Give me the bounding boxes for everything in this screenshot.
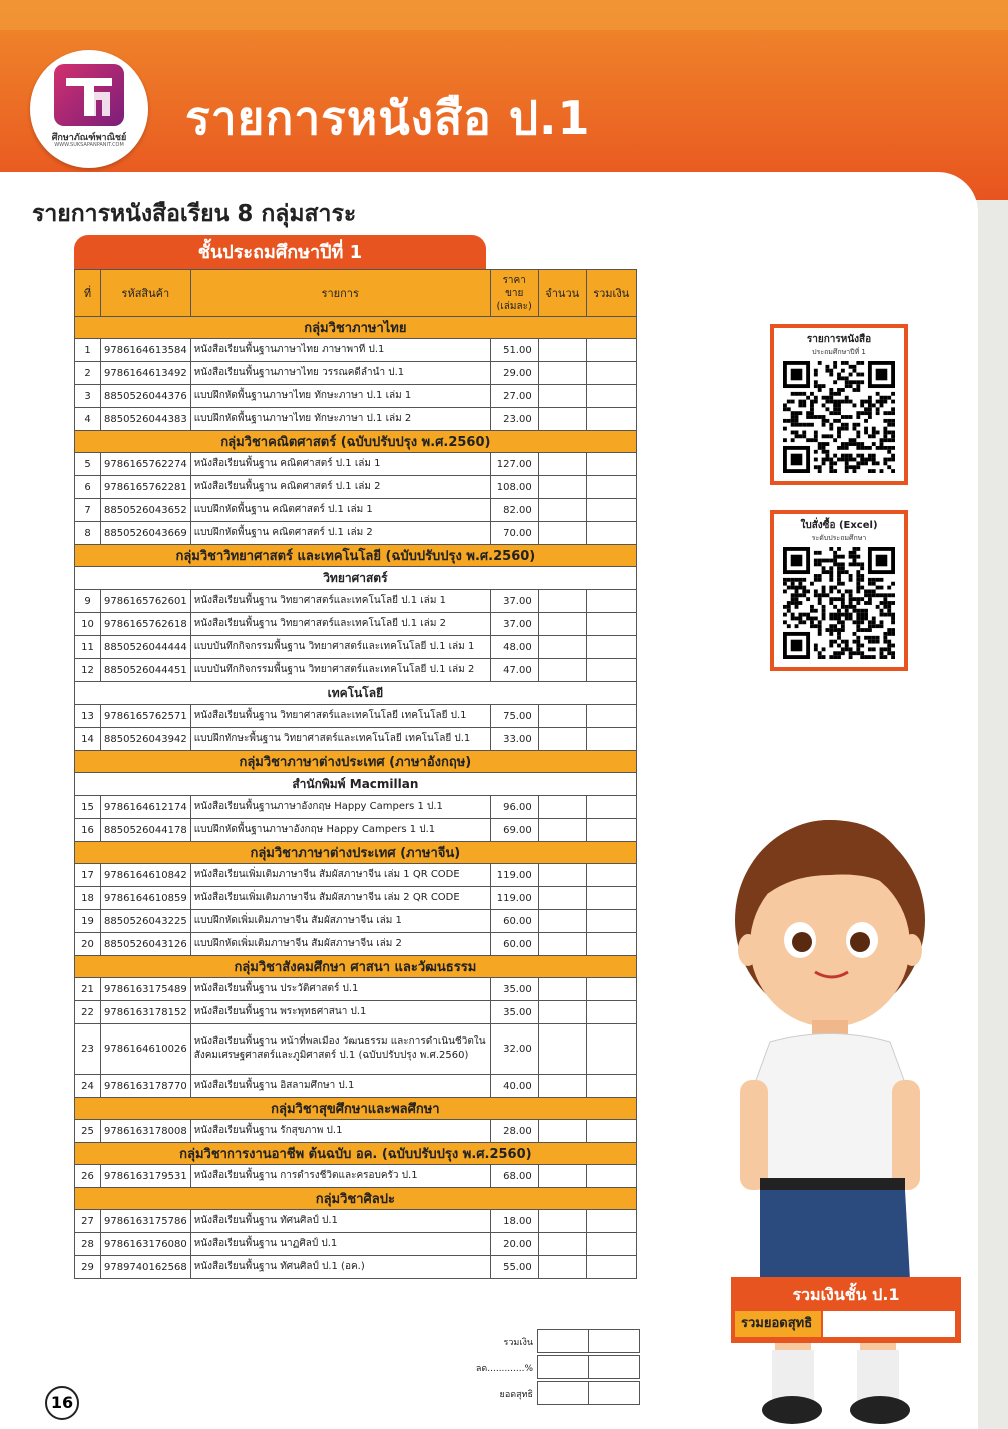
item-name: หนังสือเรียนพื้นฐาน วิทยาศาสตร์และเทคโนโลยี ป.1 เล่ม 2 — [190, 613, 490, 636]
item-no: 16 — [75, 819, 101, 842]
total-field[interactable] — [586, 910, 636, 933]
item-price: 33.00 — [490, 728, 538, 751]
item-no: 2 — [75, 362, 101, 385]
item-name: หนังสือเรียนเพิ่มเติมภาษาจีน สัมผัสภาษาจีน เล่ม 1 QR CODE — [190, 864, 490, 887]
subtotal-row — [495, 1329, 641, 1353]
total-field[interactable] — [586, 1233, 636, 1256]
table-row — [75, 613, 637, 636]
subtotal-field[interactable] — [588, 1329, 640, 1353]
total-field[interactable] — [586, 408, 636, 431]
total-field[interactable] — [586, 1075, 636, 1098]
qty-field[interactable] — [538, 978, 586, 1001]
item-name: หนังสือเรียนพื้นฐาน พระพุทธศาสนา ป.1 — [190, 1001, 490, 1024]
section-subtitle: รายการหนังสือเรียน 8 กลุ่มสาระ — [32, 201, 357, 227]
table-row — [75, 1024, 637, 1075]
item-name: หนังสือเรียนพื้นฐาน คณิตศาสตร์ ป.1 เล่ม 1 — [190, 453, 490, 476]
table-row — [75, 476, 637, 499]
item-code: 9786163178008 — [101, 1120, 191, 1143]
item-no: 20 — [75, 933, 101, 956]
item-price: 29.00 — [490, 362, 538, 385]
total-field[interactable] — [586, 978, 636, 1001]
table-row — [75, 590, 637, 613]
total-field[interactable] — [586, 522, 636, 545]
net-row — [495, 1381, 641, 1405]
item-no: 1 — [75, 339, 101, 362]
item-price: 18.00 — [490, 1210, 538, 1233]
item-name: หนังสือเรียนพื้นฐาน วิทยาศาสตร์และเทคโนโลยี ป.1 เล่ม 1 — [190, 590, 490, 613]
item-price: 48.00 — [490, 636, 538, 659]
category-title: กลุ่มวิชาภาษาไทย — [75, 317, 637, 339]
qty-field[interactable] — [538, 728, 586, 751]
category-title: กลุ่มวิชาสุขศึกษาและพลศึกษา — [75, 1098, 637, 1120]
category-title: กลุ่มวิชาภาษาต่างประเทศ (ภาษาอังกฤษ) — [75, 751, 637, 773]
item-no: 13 — [75, 705, 101, 728]
item-no: 22 — [75, 1001, 101, 1024]
item-price: 119.00 — [490, 887, 538, 910]
item-name: แบบฝึกหัดพื้นฐานภาษาอังกฤษ Happy Campers 1 ป.1 — [190, 819, 490, 842]
category-title: กลุ่มวิชาสังคมศึกษา ศาสนา และวัฒนธรรม — [75, 956, 637, 978]
table-row — [75, 933, 637, 956]
qty-field[interactable] — [538, 613, 586, 636]
item-code: 9786163178770 — [101, 1075, 191, 1098]
subcategory-title: เทคโนโลยี — [75, 682, 637, 705]
table-row — [75, 864, 637, 887]
qty-field[interactable] — [538, 453, 586, 476]
item-code: 9786165762601 — [101, 590, 191, 613]
item-price: 68.00 — [490, 1165, 538, 1188]
table-row — [75, 910, 637, 933]
item-code: 8850526044451 — [101, 659, 191, 682]
total-field[interactable] — [586, 933, 636, 956]
item-code: 9786164610026 — [101, 1024, 191, 1075]
table-row — [75, 499, 637, 522]
item-no: 14 — [75, 728, 101, 751]
item-code: 9786164613492 — [101, 362, 191, 385]
item-code: 9786164613584 — [101, 339, 191, 362]
subtotal-label: รวมเงิน — [503, 1338, 533, 1348]
item-code: 8850526043942 — [101, 728, 191, 751]
item-code: 9786163176080 — [101, 1233, 191, 1256]
table-row — [75, 408, 637, 431]
qty-field[interactable] — [538, 796, 586, 819]
table-row — [75, 978, 637, 1001]
net-total-label: รวมยอดสุทธิ — [735, 1311, 821, 1337]
item-code: 8850526044376 — [101, 385, 191, 408]
category-row — [75, 317, 637, 339]
item-no: 12 — [75, 659, 101, 682]
item-price: 55.00 — [490, 1256, 538, 1279]
item-code: 9786163175786 — [101, 1210, 191, 1233]
net-field[interactable] — [588, 1381, 640, 1405]
subcategory-row — [75, 682, 637, 705]
qty-field[interactable] — [538, 476, 586, 499]
item-name: หนังสือเรียนพื้นฐานภาษาอังกฤษ Happy Campers 1 ป.1 — [190, 796, 490, 819]
item-price: 60.00 — [490, 933, 538, 956]
item-no: 25 — [75, 1120, 101, 1143]
category-title: กลุ่มวิชาคณิตศาสตร์ (ฉบับปรับปรุง พ.ศ.2560) — [75, 431, 637, 453]
item-price: 37.00 — [490, 590, 538, 613]
item-price: 119.00 — [490, 864, 538, 887]
item-code: 9786165762281 — [101, 476, 191, 499]
qty-field[interactable] — [538, 887, 586, 910]
item-code: 8850526044178 — [101, 819, 191, 842]
item-price: 20.00 — [490, 1233, 538, 1256]
qty-field[interactable] — [538, 933, 586, 956]
item-price: 47.00 — [490, 659, 538, 682]
item-price: 37.00 — [490, 613, 538, 636]
item-price: 82.00 — [490, 499, 538, 522]
qty-field[interactable] — [538, 499, 586, 522]
category-row — [75, 1143, 637, 1165]
item-no: 9 — [75, 590, 101, 613]
item-code: 9789740162568 — [101, 1256, 191, 1279]
qty-field[interactable] — [538, 408, 586, 431]
qr-sub: ประถมศึกษาปีที่ 1 — [812, 348, 866, 356]
qty-field[interactable] — [538, 1210, 586, 1233]
item-name: แบบฝึกทักษะพื้นฐาน วิทยาศาสตร์และเทคโนโลยี เทคโนโลยี ป.1 — [190, 728, 490, 751]
item-code: 9786164610842 — [101, 864, 191, 887]
total-field[interactable] — [586, 728, 636, 751]
grade-tab: ชั้นประถมศึกษาปีที่ 1 — [74, 235, 486, 271]
total-field[interactable] — [586, 453, 636, 476]
category-row — [75, 842, 637, 864]
page-title: รายการหนังสือ ป.1 — [185, 91, 591, 145]
qty-field[interactable] — [538, 1001, 586, 1024]
qty-field[interactable] — [538, 362, 586, 385]
item-price: 60.00 — [490, 910, 538, 933]
table-row — [75, 636, 637, 659]
item-no: 5 — [75, 453, 101, 476]
qr-code-icon — [780, 547, 898, 659]
item-code: 9786164612174 — [101, 796, 191, 819]
item-name: หนังสือเรียนเพิ่มเติมภาษาจีน สัมผัสภาษาจีน เล่ม 2 QR CODE — [190, 887, 490, 910]
item-price: 108.00 — [490, 476, 538, 499]
qty-field[interactable] — [538, 522, 586, 545]
header-no: ที่ — [75, 270, 101, 317]
item-name: แบบบันทึกกิจกรรมพื้นฐาน วิทยาศาสตร์และเทคโนโลยี ป.1 เล่ม 2 — [190, 659, 490, 682]
item-name: หนังสือเรียนพื้นฐาน ทัศนศิลป์ ป.1 — [190, 1210, 490, 1233]
item-no: 8 — [75, 522, 101, 545]
item-code: 8850526044383 — [101, 408, 191, 431]
header-total: รวมเงิน — [586, 270, 636, 317]
qty-field[interactable] — [538, 659, 586, 682]
item-name: หนังสือเรียนพื้นฐาน อิสลามศึกษา ป.1 — [190, 1075, 490, 1098]
item-code: 9786163178152 — [101, 1001, 191, 1024]
table-row — [75, 1075, 637, 1098]
item-code: 8850526044444 — [101, 636, 191, 659]
total-field[interactable] — [586, 1001, 636, 1024]
page-number: 16 — [45, 1386, 79, 1420]
table-row — [75, 385, 637, 408]
item-name: หนังสือเรียนพื้นฐาน วิทยาศาสตร์และเทคโนโลยี เทคโนโลยี ป.1 — [190, 705, 490, 728]
table-row — [75, 1256, 637, 1279]
category-title: กลุ่มวิชาศิลปะ — [75, 1188, 637, 1210]
discount-field[interactable] — [588, 1355, 640, 1379]
qty-field[interactable] — [538, 1024, 586, 1075]
total-field[interactable] — [586, 499, 636, 522]
item-no: 24 — [75, 1075, 101, 1098]
header-name: รายการ — [190, 270, 490, 317]
qty-field[interactable] — [538, 590, 586, 613]
item-name: แบบบันทึกกิจกรรมพื้นฐาน วิทยาศาสตร์และเทคโนโลยี ป.1 เล่ม 1 — [190, 636, 490, 659]
item-name: หนังสือเรียนพื้นฐาน นาฏศิลป์ ป.1 — [190, 1233, 490, 1256]
logo-mark-icon — [54, 64, 124, 126]
table-header-row — [75, 270, 637, 317]
item-no: 26 — [75, 1165, 101, 1188]
item-code: 9786165762618 — [101, 613, 191, 636]
category-row — [75, 431, 637, 453]
logo-name: ศึกษาภัณฑ์พาณิชย์ — [51, 133, 127, 143]
item-no: 18 — [75, 887, 101, 910]
table-row — [75, 339, 637, 362]
subcategory-title: สำนักพิมพ์ Macmillan — [75, 773, 637, 796]
item-no: 19 — [75, 910, 101, 933]
item-code: 8850526043669 — [101, 522, 191, 545]
item-no: 6 — [75, 476, 101, 499]
logo-url: WWW.SUKSAPANPANIT.COM — [54, 142, 124, 148]
item-code: 9786164610859 — [101, 887, 191, 910]
item-price: 51.00 — [490, 339, 538, 362]
table-row — [75, 362, 637, 385]
qty-field[interactable] — [538, 1165, 586, 1188]
item-code: 8850526043652 — [101, 499, 191, 522]
table-row — [75, 522, 637, 545]
item-price: 70.00 — [490, 522, 538, 545]
item-price: 127.00 — [490, 453, 538, 476]
total-field[interactable] — [586, 476, 636, 499]
net-label: ยอดสุทธิ — [499, 1390, 533, 1400]
total-field[interactable] — [586, 613, 636, 636]
item-no: 15 — [75, 796, 101, 819]
book-list-table — [74, 269, 637, 1279]
total-field[interactable] — [586, 1210, 636, 1233]
total-field[interactable] — [586, 1256, 636, 1279]
total-field[interactable] — [586, 796, 636, 819]
qty-field[interactable] — [538, 385, 586, 408]
total-field[interactable] — [586, 705, 636, 728]
net-qty-field[interactable] — [537, 1381, 589, 1405]
qr-code-icon — [780, 361, 898, 473]
item-name: แบบฝึกหัดเพิ่มเติมภาษาจีน สัมผัสภาษาจีน เล่ม 1 — [190, 910, 490, 933]
item-no: 29 — [75, 1256, 101, 1279]
category-title: กลุ่มวิชาภาษาต่างประเทศ (ภาษาจีน) — [75, 842, 637, 864]
item-price: 69.00 — [490, 819, 538, 842]
table-row — [75, 1210, 637, 1233]
item-no: 28 — [75, 1233, 101, 1256]
total-field[interactable] — [586, 385, 636, 408]
table-row — [75, 1165, 637, 1188]
net-total-field[interactable] — [823, 1311, 955, 1337]
subcategory-row — [75, 567, 637, 590]
item-name: หนังสือเรียนพื้นฐาน ประวัติศาสตร์ ป.1 — [190, 978, 490, 1001]
subcategory-title: วิทยาศาสตร์ — [75, 567, 637, 590]
total-field[interactable] — [586, 887, 636, 910]
category-row — [75, 545, 637, 567]
total-field[interactable] — [586, 1024, 636, 1075]
qty-field[interactable] — [538, 1233, 586, 1256]
item-no: 10 — [75, 613, 101, 636]
qty-field[interactable] — [538, 1256, 586, 1279]
qty-field[interactable] — [538, 1120, 586, 1143]
item-name: หนังสือเรียนพื้นฐาน หน้าที่พลเมือง วัฒนธรรม และการดำเนินชีวิตในสังคมเศรษฐศาสตร์และภูมิศาสตร์ ป.1 (ฉบับปรับปรุง พ.ศ.2560) — [190, 1024, 490, 1075]
qr-title: ใบสั่งซื้อ (Excel) — [800, 520, 878, 531]
qty-field[interactable] — [538, 636, 586, 659]
item-name: หนังสือเรียนพื้นฐาน ทัศนศิลป์ ป.1 (อค.) — [190, 1256, 490, 1279]
qty-field[interactable] — [538, 864, 586, 887]
table-row — [75, 1001, 637, 1024]
table-row — [75, 1233, 637, 1256]
item-name: หนังสือเรียนพื้นฐาน รักสุขภาพ ป.1 — [190, 1120, 490, 1143]
total-field[interactable] — [586, 636, 636, 659]
qty-field[interactable] — [538, 1075, 586, 1098]
discount-label: ลด.............% — [475, 1364, 533, 1374]
item-name: แบบฝึกหัดพื้นฐาน คณิตศาสตร์ ป.1 เล่ม 1 — [190, 499, 490, 522]
table-row — [75, 705, 637, 728]
qr-card-book-list[interactable] — [770, 324, 908, 485]
total-field[interactable] — [586, 864, 636, 887]
category-row — [75, 1188, 637, 1210]
item-name: หนังสือเรียนพื้นฐาน การดำรงชีวิตและครอบครัว ป.1 — [190, 1165, 490, 1188]
item-price: 32.00 — [490, 1024, 538, 1075]
table-row — [75, 796, 637, 819]
item-no: 17 — [75, 864, 101, 887]
total-field[interactable] — [586, 339, 636, 362]
item-name: แบบฝึกหัดพื้นฐาน คณิตศาสตร์ ป.1 เล่ม 2 — [190, 522, 490, 545]
item-name: หนังสือเรียนพื้นฐานภาษาไทย วรรณคดีลำนำ ป.1 — [190, 362, 490, 385]
qty-field[interactable] — [538, 910, 586, 933]
item-price: 28.00 — [490, 1120, 538, 1143]
item-name: แบบฝึกหัดเพิ่มเติมภาษาจีน สัมผัสภาษาจีน เล่ม 2 — [190, 933, 490, 956]
header-qty: จำนวน — [538, 270, 586, 317]
item-no: 27 — [75, 1210, 101, 1233]
item-price: 35.00 — [490, 978, 538, 1001]
table-row — [75, 728, 637, 751]
item-code: 8850526043126 — [101, 933, 191, 956]
header-price: ราคาขาย (เล่มละ) — [490, 270, 538, 317]
qr-title: รายการหนังสือ — [806, 334, 872, 345]
category-row — [75, 1098, 637, 1120]
category-title: กลุ่มวิชาวิทยาศาสตร์ และเทคโนโลยี (ฉบับปรับปรุง พ.ศ.2560) — [75, 545, 637, 567]
item-code: 9786163179531 — [101, 1165, 191, 1188]
item-code: 9786165762571 — [101, 705, 191, 728]
item-name: หนังสือเรียนพื้นฐาน คณิตศาสตร์ ป.1 เล่ม 2 — [190, 476, 490, 499]
total-field[interactable] — [586, 659, 636, 682]
qty-field[interactable] — [538, 705, 586, 728]
item-name: หนังสือเรียนพื้นฐานภาษาไทย ภาษาพาที ป.1 — [190, 339, 490, 362]
discount-row — [475, 1355, 641, 1379]
total-field[interactable] — [586, 590, 636, 613]
item-no: 4 — [75, 408, 101, 431]
header-code: รหัสสินค้า — [101, 270, 191, 317]
item-name: แบบฝึกหัดพื้นฐานภาษาไทย ทักษะภาษา ป.1 เล่ม 1 — [190, 385, 490, 408]
discount-qty-field[interactable] — [537, 1355, 589, 1379]
table-row — [75, 819, 637, 842]
item-no: 7 — [75, 499, 101, 522]
item-no: 11 — [75, 636, 101, 659]
item-price: 96.00 — [490, 796, 538, 819]
item-price: 27.00 — [490, 385, 538, 408]
qty-field[interactable] — [538, 339, 586, 362]
qty-field[interactable] — [538, 819, 586, 842]
item-code: 9786165762274 — [101, 453, 191, 476]
item-no: 3 — [75, 385, 101, 408]
grade-total-title: รวมเงินชั้น ป.1 — [792, 1285, 900, 1304]
item-code: 9786163175489 — [101, 978, 191, 1001]
table-row — [75, 453, 637, 476]
table-row — [75, 887, 637, 910]
item-price: 75.00 — [490, 705, 538, 728]
item-no: 23 — [75, 1024, 101, 1075]
table-row — [75, 659, 637, 682]
category-row — [75, 956, 637, 978]
subtotal-qty-field[interactable] — [537, 1329, 589, 1353]
total-field[interactable] — [586, 1165, 636, 1188]
item-code: 8850526043225 — [101, 910, 191, 933]
total-field[interactable] — [586, 819, 636, 842]
item-name: แบบฝึกหัดพื้นฐานภาษาไทย ทักษะภาษา ป.1 เล่ม 2 — [190, 408, 490, 431]
category-title: กลุ่มวิชาการงานอาชีพ ต้นฉบับ อค. (ฉบับปรับปรุง พ.ศ.2560) — [75, 1143, 637, 1165]
subcategory-row — [75, 773, 637, 796]
table-row — [75, 1120, 637, 1143]
qr-sub: ระดับประถมศึกษา — [811, 534, 867, 542]
total-field[interactable] — [586, 1120, 636, 1143]
total-field[interactable] — [586, 362, 636, 385]
item-price: 40.00 — [490, 1075, 538, 1098]
grade-total-box — [731, 1277, 961, 1343]
qr-card-order-form[interactable] — [770, 510, 908, 671]
category-row — [75, 751, 637, 773]
publisher-logo — [30, 50, 148, 168]
item-price: 23.00 — [490, 408, 538, 431]
item-price: 35.00 — [490, 1001, 538, 1024]
item-no: 21 — [75, 978, 101, 1001]
